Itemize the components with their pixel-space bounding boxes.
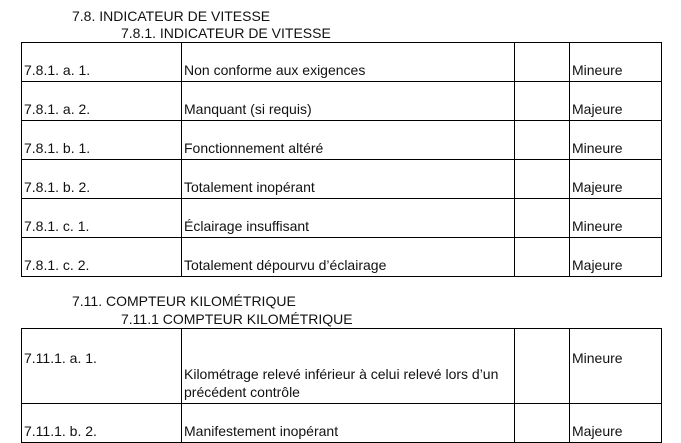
table-row (22, 121, 662, 160)
item-code: 7.8.1. a. 2. (22, 82, 182, 121)
severity-label: Mineure (570, 43, 662, 82)
severity-label: Majeure (570, 82, 662, 121)
item-code: 7.11.1. b. 2. (22, 404, 182, 443)
mark-cell (515, 43, 570, 82)
table-row (22, 43, 662, 82)
item-code: 7.8.1. b. 2. (22, 160, 182, 199)
item-code: 7.8.1. c. 1. (22, 199, 182, 238)
item-description: Totalement dépourvu d’éclairage (182, 238, 515, 277)
item-code: 7.8.1. a. 1. (22, 43, 182, 82)
item-code: 7.8.1. c. 2. (22, 238, 182, 277)
item-description: Manquant (si requis) (182, 82, 515, 121)
table-row (22, 160, 662, 199)
subsection-heading-speed-indicator: 7.8.1. INDICATEUR DE VITESSE (121, 25, 331, 41)
subsection-heading-odometer: 7.11.1 COMPTEUR KILOMÉTRIQUE (121, 311, 353, 327)
table-row (22, 329, 662, 404)
mark-cell (515, 82, 570, 121)
mark-cell (515, 404, 570, 443)
severity-label: Majeure (570, 404, 662, 443)
table-row (22, 199, 662, 238)
table-row (22, 404, 662, 443)
item-code: 7.8.1. b. 1. (22, 121, 182, 160)
item-description: Fonctionnement altéré (182, 121, 515, 160)
severity-label: Mineure (570, 199, 662, 238)
table-row (22, 82, 662, 121)
table-row (22, 238, 662, 277)
mark-cell (515, 121, 570, 160)
mark-cell (515, 329, 570, 404)
severity-label: Majeure (570, 160, 662, 199)
severity-label: Mineure (570, 329, 662, 404)
severity-label: Mineure (570, 121, 662, 160)
mark-cell (515, 199, 570, 238)
severity-label: Majeure (570, 238, 662, 277)
section-heading-speed-indicator: 7.8. INDICATEUR DE VITESSE (72, 8, 271, 24)
mark-cell (515, 160, 570, 199)
mark-cell (515, 238, 570, 277)
item-description: Kilométrage relevé inférieur à celui relevé lors d’un précédent contrôle (182, 329, 515, 404)
item-description: Éclairage insuffisant (182, 199, 515, 238)
odometer-table (21, 328, 662, 443)
item-description: Non conforme aux exigences (182, 43, 515, 82)
item-code: 7.11.1. a. 1. (22, 329, 182, 404)
section-heading-odometer: 7.11. COMPTEUR KILOMÉTRIQUE (72, 293, 296, 309)
item-description: Manifestement inopérant (182, 404, 515, 443)
speed-indicator-table (21, 42, 662, 277)
item-description: Totalement inopérant (182, 160, 515, 199)
